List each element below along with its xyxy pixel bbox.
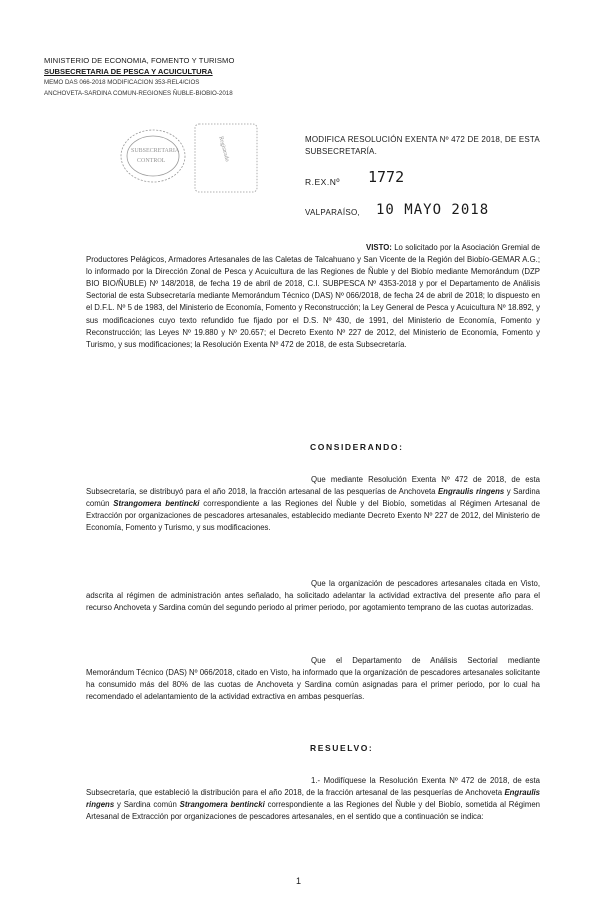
registry-stamp [95, 118, 265, 200]
resolution-title: MODIFICA RESOLUCIÓN EXENTA Nº 472 DE 2018, DE ESTA SUBSECRETARÍA. [305, 135, 540, 156]
issue-date: 10 MAYO 2018 [376, 202, 490, 218]
considerando-heading: CONSIDERANDO: [310, 442, 404, 452]
species-anchoveta: Engraulis ringens [437, 487, 505, 497]
considerando-paragraph-2: Que la organización de pescadores artesanales citada en Visto, adscrita al régimen de administración antes señalado, ha solicitado adelantar la actividad extractiva del presente año para el recurso Anchoveta y Sardina común del segundo periodo al primer periodo, por agotamiento temprano de las cuotas autorizadas. [86, 579, 540, 613]
rex-label: R.EX.Nº [305, 177, 340, 187]
stamp-text-3: Registrado [217, 135, 230, 163]
considerando-paragraph-3: Que el Departamento de Análisis Sectorial mediante Memorándum Técnico (DAS) Nº 066/2018, citado en Visto, ha informado que la organización de pescadores artesanales solicitante ha consumido más del 80% de las cuotas de Anchoveta y Sardina común asignadas para el primer periodo, por lo cual ha recomendado el adelantamiento de la actividad extractiva en ambas pesquerías. [86, 656, 540, 702]
stamp-text-2: CONTROL [137, 158, 166, 164]
resuelvo-heading: RESUELVO: [310, 743, 374, 753]
visto-text: Lo solicitado por la Asociación Gremial de Productores Pelágicos, Armadores Artesanales de las Caletas de Talcahuano y San Vicente de la Región del Biobío-GEMAR A.G.; lo informado por la Dirección Zonal de Pesca y Acuicultura de las Regiones de Ñuble y del Biobío mediante Memorándum (DZP BIO BIO/ÑUBLE) Nº 148/2018, de fecha 19 de abril de 2018, C.I. SUBPESCA Nº 4353-2018 y por el Departamento de Análisis Sectorial de esta Subsecretaría mediante Memorándum Técnico (DAS) Nº 066/2018, de fecha 24 de abril de 2018; lo dispuesto en el D.F.L. Nº 5 de 1983, del Ministerio de Economía, Fomento y Reconstrucción; la Ley General de Pesca y Acuicultura Nº 18.892, y sus modificaciones cuyo texto refundido fue fijado por el D.S. Nº 430, de 1991, del Ministerio de Economía, Fomento y Reconstrucción; las Leyes Nº 19.880 y Nº 20.657; el Decreto Exento Nº 227 de 2012, del Ministerio de Economía, Fomento y Turismo, y sus modificaciones; la Resolución Exenta Nº 472 de 2018, de esta Subsecretaría. [86, 243, 540, 349]
stamp-text-1: SUBSECRETARIA [131, 148, 180, 154]
considerando-paragraph-1: Que mediante Resolución Exenta Nº 472 de 2018, de esta Subsecretaría, se distribuyó para el año 2018, la fracción artesanal de las pesquerías de Anchoveta Engraulis ringens y Sardina común Strangomera bentincki correspondiente a las Regiones del Ñuble y del Biobío, sometidas al Régimen Artesanal de Extracción por organizaciones de pescadores artesanales, establecido mediante Decreto Exento Nº 227 de 2012, del Ministerio de Economía, Fomento y Turismo, y sus modificaciones. [86, 475, 541, 533]
species-sardina: Strangomera bentincki [113, 499, 200, 509]
letterhead [44, 55, 274, 99]
memo-reference: MEMO DAS 066-2018 MODIFICACION 353-REL4/CIOS [44, 79, 200, 86]
article-number: 1.- [311, 776, 321, 785]
city: VALPARAÍSO, [305, 208, 361, 217]
resuelvo-paragraph-1: 1.- Modifíquese la Resolución Exenta Nº 472 de 2018, de esta Subsecretaría, que estableció la distribución para el año 2018, de la fracción artesanal de las pesquerías de Anchoveta Engraulis ringens y Sardina común Strangomera bentincki correspondiente a las Regiones del Ñuble y del Biobío, sometida al Régimen Artesanal de Extracción por organizaciones de pescadores artesanales, en el sentido que a continuación se indica: [86, 776, 540, 822]
ministry-name: MINISTERIO DE ECONOMIA, FOMENTO Y TURISMO [44, 56, 235, 65]
undersecretariat-name: SUBSECRETARIA DE PESCA Y ACUICULTURA [44, 67, 213, 76]
rex-number: 1772 [368, 168, 405, 186]
page-number: 1 [296, 876, 302, 886]
species-anchoveta-2: Engraulis ringens [86, 788, 540, 810]
visto-paragraph [86, 242, 540, 351]
species-sardina-2: Strangomera bentincki [179, 800, 265, 810]
species-reference: ANCHOVETA-SARDINA COMUN-REGIONES ÑUBLE-BIOBIO-2018 [44, 90, 233, 97]
visto-label: VISTO: [366, 243, 392, 252]
